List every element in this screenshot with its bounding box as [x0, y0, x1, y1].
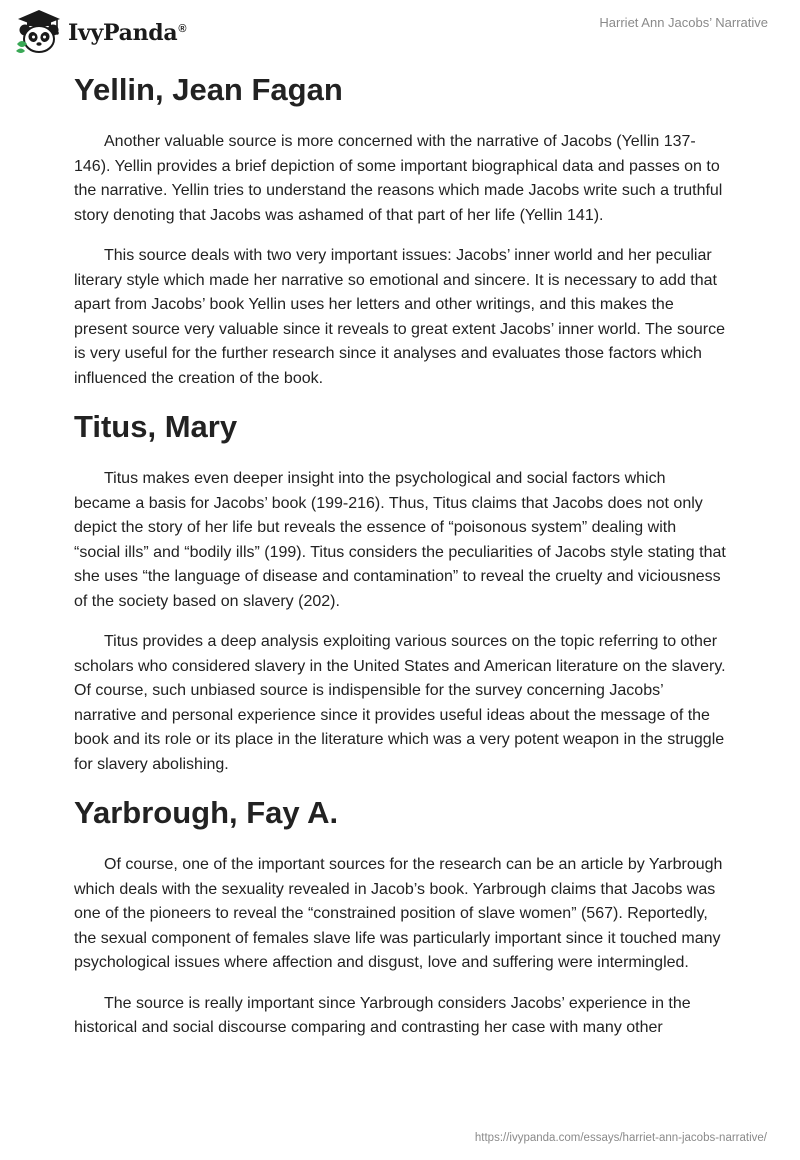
source-url[interactable]: https://ivypanda.com/essays/harriet-ann-jacobs-narrative/: [474, 1132, 767, 1144]
section-yellin: [74, 70, 726, 391]
paragraph: Another valuable source is more concerned with the narrative of Jacobs (Yellin 137-146). Yellin provides a brief depiction of some important biographical data and passes on to the narrative. Yellin tries to understand the reasons which made Jacobs write such a truthful story denoting that Jacobs was ashamed of that part of her life (Yellin 141).: [74, 133, 723, 224]
essay-body: [74, 70, 726, 1057]
paragraph: This source deals with two very important issues: Jacobs’ inner world and her peculiar literary style which made her narrative so emotional and sincere. It is necessary to add that apart from Jacobs’ book Yellin uses her letters and other writings, and this makes the present source very valuable since it reveals to great extent Jacobs’ inner world. The source is very useful for the further research since it analyses and evaluates those factors which influenced the creation of the book.: [74, 247, 725, 387]
section-heading: Yarbrough, Fay A.: [74, 795, 339, 830]
paragraph: Titus provides a deep analysis exploiting various sources on the topic referring to other scholars who considered slavery in the United States and American literature on the slavery. Of course, such unbiased source is indispensible for the survey concerning Jacobs’ narrative and personal experience since it provides useful ideas about the message of the book and its role or its place in the literature which was a very potent weapon in the struggle for slavery abolishing.: [74, 633, 726, 773]
section-heading: Titus, Mary: [74, 409, 238, 444]
brand-name: IvyPanda®: [68, 20, 187, 46]
section-heading: Yellin, Jean Fagan: [74, 72, 343, 107]
paragraph: Of course, one of the important sources for the research can be an article by Yarbrough which deals with the sexuality revealed in Jacob’s book. Yarbrough claims that Jacobs was one of the pioneers to reveal the “constrained position of slave women” (567). Reportedly, the sexual component of females slave life was particularly important since it touched many psychological issues where affection and disgust, love and suffering were intermingled.: [74, 856, 723, 971]
section-titus: [74, 407, 726, 777]
ivypanda-logo[interactable]: [14, 8, 186, 56]
registered-mark: ®: [178, 22, 187, 35]
page-header: [0, 0, 800, 64]
paragraph: Titus makes even deeper insight into the psychological and social factors which became a basis for Jacobs’ book (199-216). Thus, Titus claims that Jacobs does not only depict the story of her life but reveals the essence of “poisonous system” dealing with “social ills” and “bodily ills” (199). Titus considers the peculiarities of Jacobs style stating that she uses “the language of disease and contamination” to reveal the cruelty and viciousness of the society based on slavery (202).: [74, 470, 726, 610]
paragraph: The source is really important since Yarbrough considers Jacobs’ experience in the historical and social discourse comparing and contrasting her case with many other: [74, 994, 691, 1036]
section-yarbrough: [74, 793, 726, 1041]
document-title: Harriet Ann Jacobs’ Narrative: [599, 15, 768, 30]
panda-graduate-icon: [14, 8, 64, 56]
